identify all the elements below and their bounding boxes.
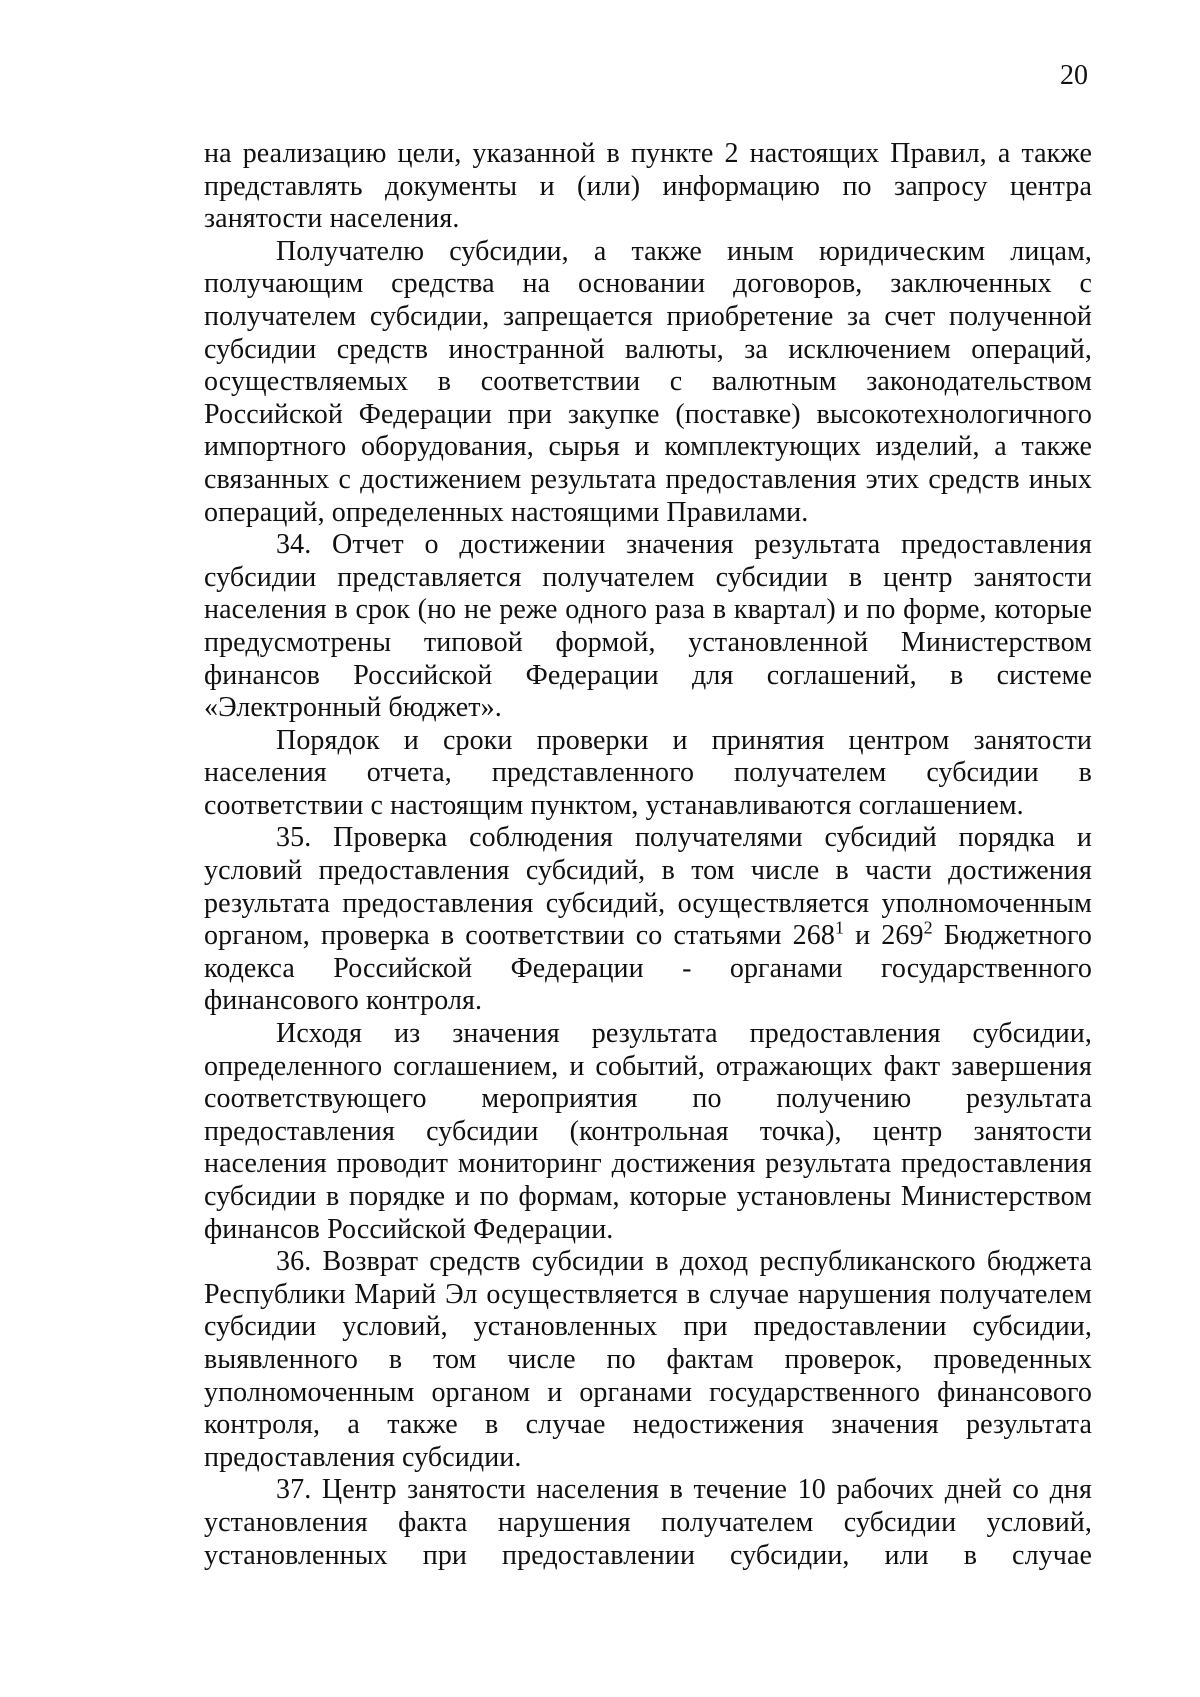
paragraph-35-compliance-check [204,822,1092,1018]
paragraph-34-report: 34. Отчет о достижении значения результата предоставления субсидии представляется получателем субсидии в центр занятости населения в срок (но не реже одного раза в квартал) и по форме, которые предусмотрены типовой формой, установленной Министерством финансов Российской Федерации для соглашений, в системе «Электронный бюджет». [204,529,1092,724]
superscript-1: 1 [834,917,845,938]
paragraph-currency-prohibition: Получателю субсидии, а также иным юридическим лицам, получающим средства на основании договоров, заключенных с получателем субсидии, запрещается приобретение за счет полученной субсидии средств иностранной валюты, за исключением операций, осуществляемых в соответствии с валютным законодательством Российской Федерации при закупке (поставке) высокотехнологичного импортного оборудования, сырья и комплектующих изделий, а также связанных с достижением результата предоставления этих средств иных операций, определенных настоящими Правилами. [204,235,1092,528]
paragraph-37-employment-center: 37. Центр занятости населения в течение 10 рабочих дней со дня установления факта нарушения получателем субсидии условий, установленных при предоставлении субсидии, или в случае [204,1474,1092,1571]
paragraph-35-text-after: Бюджетного кодекса Российской Федерации - органами государственного финансового контроля. [204,920,1092,1017]
paragraph-report-verification: Порядок и сроки проверки и принятия центром занятости населения отчета, представленного получателем субсидии в соответствии с настоящим пунктом, устанавливаются соглашением. [204,724,1092,821]
document-body [204,138,1092,1572]
paragraph-monitoring: Исходя из значения результата предоставления субсидии, определенного соглашением, и событий, отражающих факт завершения соответствующего мероприятия по получению результата предоставления субсидии (контрольная точка), центр занятости населения проводит мониторинг достижения результата предоставления субсидии в порядке и по формам, которые установлены Министерством финансов Российской Федерации. [204,1018,1092,1245]
page-number: 20 [1060,60,1088,91]
superscript-2: 2 [923,917,933,938]
paragraph-36-refund: 36. Возврат средств субсидии в доход республиканского бюджета Республики Марий Эл осуществляется в случае нарушения получателем субсидии условий, установленных при предоставлении субсидии, выявленного в том числе по фактам проверок, проведенных уполномоченным органом и органами государственного финансового контроля, а также в случае недостижения значения результата предоставления субсидии. [204,1246,1092,1473]
paragraph-35-text-before: 35. Проверка соблюдения получателями субсидий порядка и условий предоставления субсидий, в том числе в части достижения результата предоставления субсидий, осуществляется уполномоченным органом, проверка в соответствии со статьями 268 [204,822,1092,952]
paragraph-35-text-middle: и 269 [844,920,924,952]
paragraph-continuation: на реализацию цели, указанной в пункте 2 настоящих Правил, а также представлять документы и (или) информацию по запросу центра занятости населения. [204,138,1092,235]
